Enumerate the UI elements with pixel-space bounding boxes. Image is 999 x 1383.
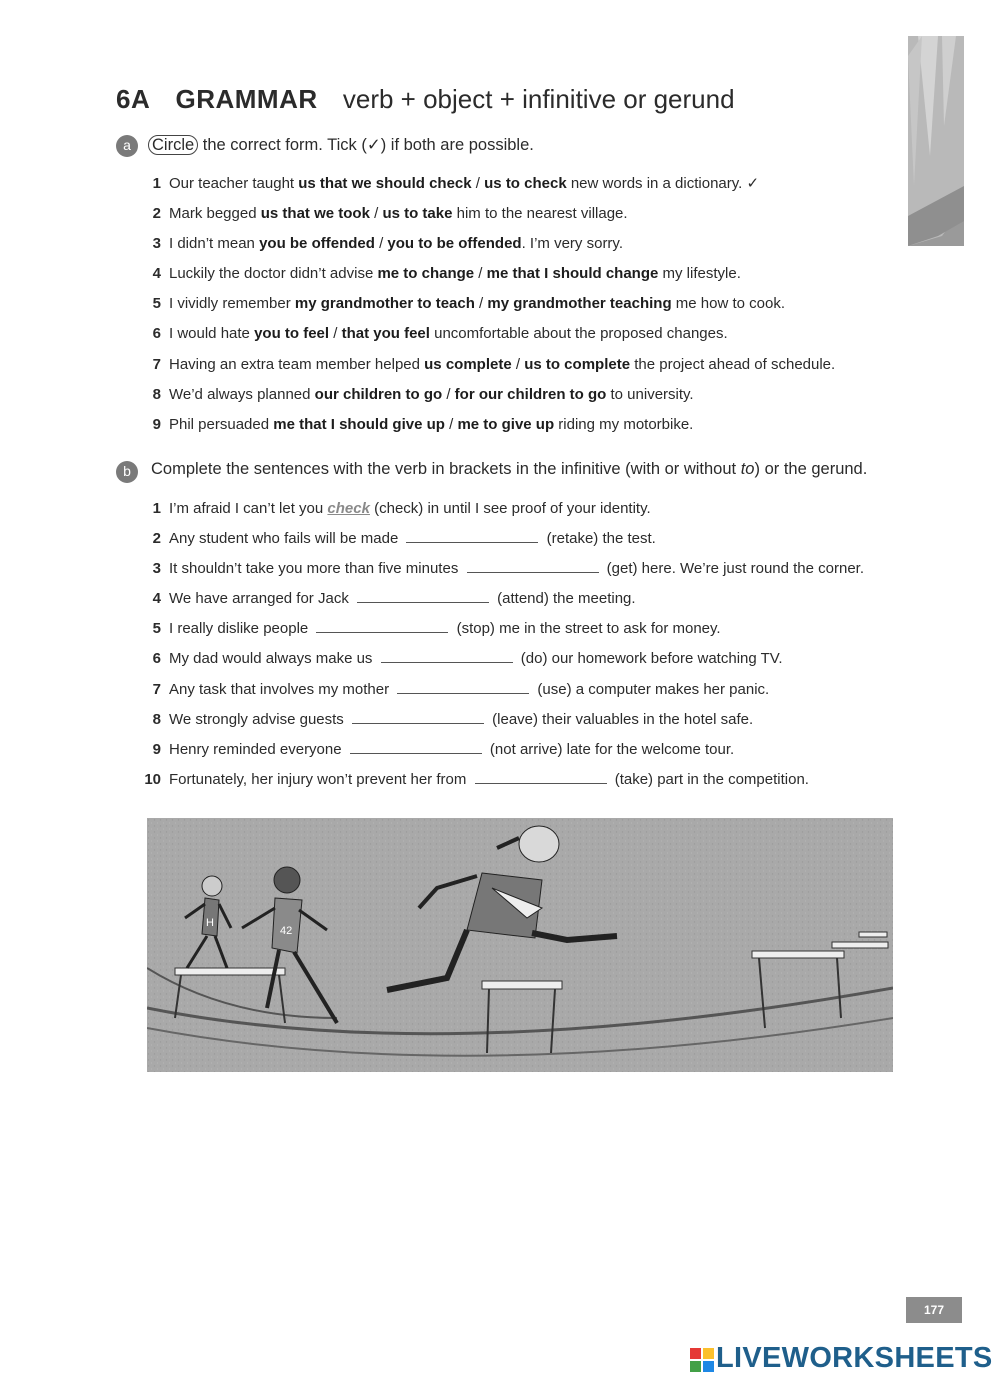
brand-wordmark: LIVEWORKSHEETS <box>716 1342 993 1374</box>
hurdle-race-illustration <box>147 818 893 1072</box>
option-1[interactable]: us complete <box>424 355 512 373</box>
option-2[interactable]: us to check <box>484 175 567 192</box>
unit-code: 6A <box>116 84 151 114</box>
option-2[interactable]: us to take <box>382 205 453 223</box>
list-item: 10 Fortunately, her injury won’t prevent her from (take) part in the competition. <box>144 770 809 788</box>
exercise-a-badge: a <box>116 135 138 157</box>
list-item: 3 I didn’t mean you be offended / you to be offended. I’m very sorry. <box>152 235 623 253</box>
page-title <box>116 84 735 115</box>
exercise-b-instruction: Complete the sentences with the verb in brackets in the infinitive (with or without to) or the gerund. <box>151 460 868 478</box>
option-1[interactable]: us that we took <box>260 205 370 223</box>
option-2[interactable]: you to be offended <box>387 235 522 253</box>
list-item: 1 I’m afraid I can’t let you check (check) in until I see proof of your identity. <box>152 500 651 517</box>
list-item: 5 I really dislike people (stop) me in the street to ask for money. <box>152 620 721 638</box>
list-item: 4 We have arranged for Jack (attend) the meeting. <box>152 590 636 608</box>
option-2[interactable]: for our children to go <box>454 385 607 403</box>
answer-blank[interactable] <box>352 711 484 724</box>
answer-blank[interactable] <box>406 530 538 543</box>
runner-bib: H <box>206 917 214 929</box>
option-2[interactable]: us to complete <box>524 355 631 373</box>
section-subtitle: verb + object + infinitive or gerund <box>342 84 735 114</box>
option-1[interactable]: you to feel <box>254 325 330 343</box>
liveworksheets-logo-icon <box>690 1348 714 1372</box>
list-item: 8 We’d always planned our children to go / for our children to go to university. <box>152 385 694 403</box>
exercise-a-instruction: Circle the correct form. Tick (✓) if both are possible. <box>148 135 534 155</box>
corner-decoration <box>908 36 964 246</box>
option-2[interactable]: my grandmother teaching <box>487 295 672 313</box>
option-1[interactable]: my grandmother to teach <box>294 295 475 313</box>
list-item: 7 Any task that involves my mother (use) a computer makes her panic. <box>152 680 770 698</box>
answer-blank[interactable] <box>381 650 513 663</box>
exercise-a-list <box>140 169 835 440</box>
example-answer: check <box>327 500 370 517</box>
answer-blank[interactable] <box>350 741 482 754</box>
page-number: 177 <box>906 1297 962 1323</box>
list-item: 3 It shouldn’t take you more than five minutes (get) here. We’re just round the corner. <box>152 560 865 578</box>
list-item: 2 Mark begged us that we took / us to take him to the nearest village. <box>152 205 628 223</box>
answer-blank[interactable] <box>397 681 529 694</box>
list-item: 9 Henry reminded everyone (not arrive) late for the welcome tour. <box>152 740 735 758</box>
runner-bib: 42 <box>280 925 293 937</box>
list-item: 9 Phil persuaded me that I should give up / me to give up riding my motorbike. <box>152 415 694 433</box>
answer-blank[interactable] <box>316 620 448 633</box>
option-2[interactable]: me to give up <box>457 415 555 433</box>
section-heading: GRAMMAR <box>175 84 318 114</box>
list-item: 6 My dad would always make us (do) our homework before watching TV. <box>152 650 783 668</box>
exercise-b-list <box>140 494 864 795</box>
list-item: 4 Luckily the doctor didn’t advise me to change / me that I should change my lifestyle. <box>152 265 741 283</box>
answer-blank[interactable] <box>357 590 489 603</box>
list-item: 5 I vividly remember my grandmother to teach / my grandmother teaching me how to cook. <box>152 295 785 313</box>
option-1[interactable]: us that we should check <box>298 175 472 192</box>
circled-word: Circle <box>148 135 198 155</box>
option-1[interactable]: you be offended <box>259 235 375 253</box>
option-1[interactable]: our children to go <box>314 385 443 403</box>
answer-blank[interactable] <box>467 560 599 573</box>
list-item: 6 I would hate you to feel / that you feel uncomfortable about the proposed changes. <box>152 325 728 343</box>
answer-blank[interactable] <box>475 771 607 784</box>
list-item: 8 We strongly advise guests (leave) their valuables in the hotel safe. <box>152 710 754 728</box>
list-item: 7 Having an extra team member helped us complete / us to complete the project ahead of schedule. <box>152 355 836 373</box>
exercise-b-badge: b <box>116 461 138 483</box>
option-2[interactable]: that you feel <box>341 325 430 343</box>
list-item: 2 Any student who fails will be made (retake) the test. <box>152 530 656 548</box>
list-item: 1 Our teacher taught us that we should check / us to check new words in a dictionary. ✓ <box>152 175 760 192</box>
option-2[interactable]: me that I should change <box>486 265 659 283</box>
option-1[interactable]: me to change <box>377 265 475 283</box>
option-1[interactable]: me that I should give up <box>273 415 445 433</box>
